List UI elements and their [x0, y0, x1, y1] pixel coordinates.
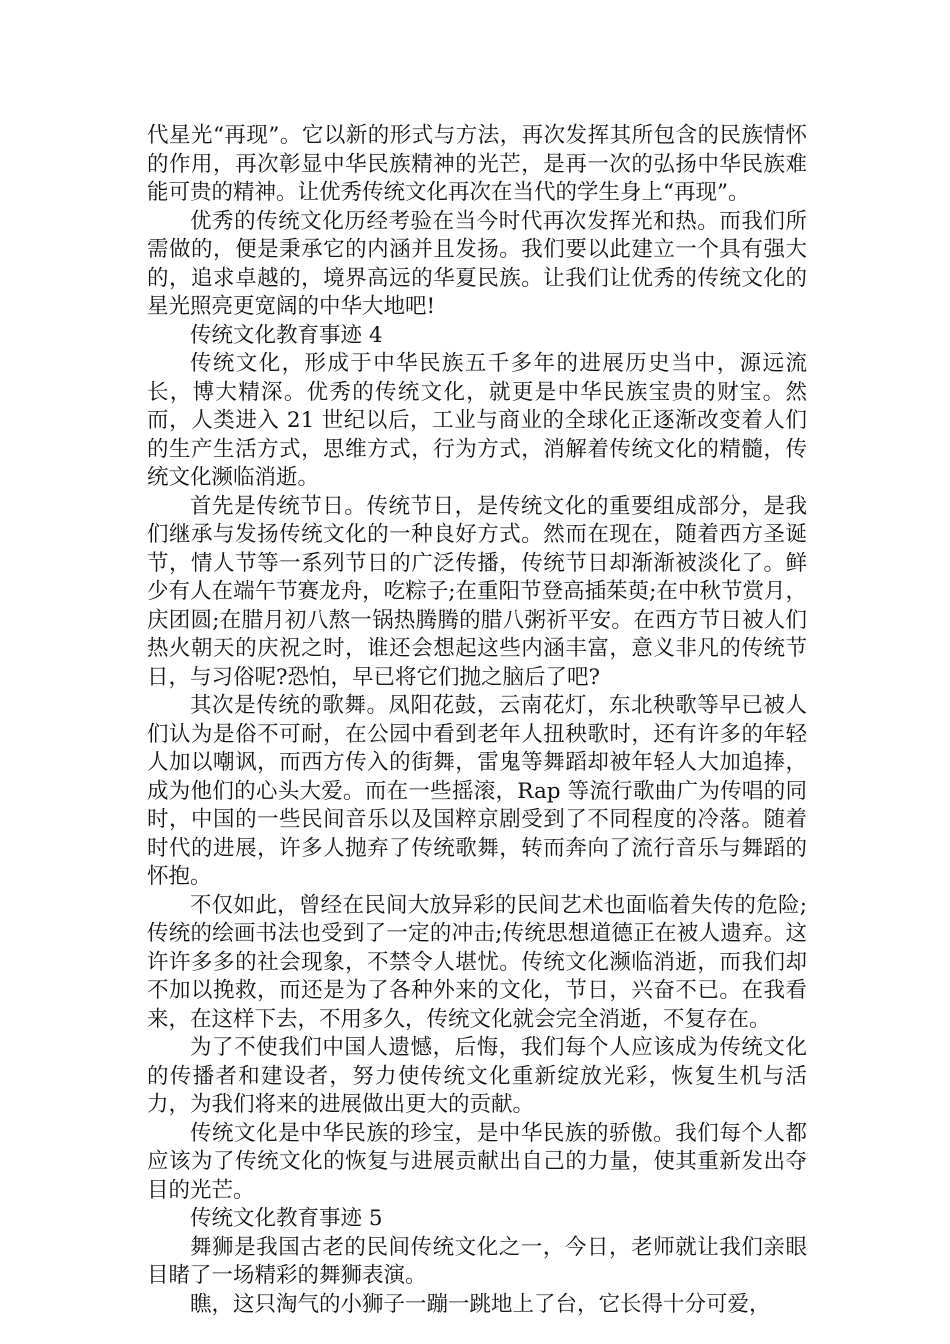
paragraph: 代星光“再现”。它以新的形式与方法，再次发挥其所包含的民族情怀的作用，再次彰显中华民族精神的光芒，是再一次的弘扬中华民族难能可贵的精神。让优秀传统文化再次在当代的学生身上“再现”。 — [147, 123, 807, 205]
paragraph: 为了不使我们中国人遗憾，后悔，我们每个人应该成为传统文化的传播者和建设者，努力使传统文化重新绽放光彩，恢复生机与活力，为我们将来的进展做出更大的贡献。 — [147, 1035, 807, 1117]
paragraph: 传统文化是中华民族的珍宝，是中华民族的骄傲。我们每个人都应该为了传统文化的恢复与进展贡献出自己的力量，使其重新发出夺目的光芒。 — [147, 1120, 807, 1203]
paragraph: 瞧，这只淘气的小狮子一蹦一跳地上了台，它长得十分可爱， — [190, 1291, 771, 1317]
section-heading: 传统文化教育事迹 4 — [190, 322, 383, 348]
paragraph: 不仅如此，曾经在民间大放异彩的民间艺术也面临着失传的危险;传统的绘画书法也受到了一定的冲击;传统思想道德正在被人遗弃。这许许多多的社会现象，不禁令人堪忧。传统文化濒临消逝，而我们却不加以挽救，而还是为了各种外来的文化，节日，兴奋不已。在我看来，在这样下去，不用多久，传统文化就会完全消逝，不复存在。 — [147, 892, 807, 1032]
paragraph: 其次是传统的歌舞。凤阳花鼓，云南花灯，东北秧歌等早已被人们认为是俗不可耐，在公园中看到老年人扭秧歌时，还有许多的年轻人加以嘲讽，而西方传入的街舞，雷鬼等舞蹈却被年轻人大加追捧，成为他们的心头大爱。而在一些摇滚，Rap 等流行歌曲广为传唱的同时，中国的一些民间音乐以及国粹京剧受到了不同程度的冷落。随着时代的进展，许多人抛弃了传统歌舞，转而奔向了流行音乐与舞蹈的怀抱。 — [147, 693, 807, 889]
section-heading: 传统文化教育事迹 5 — [190, 1206, 383, 1231]
paragraph: 传统文化，形成于中华民族五千多年的进展历史当中，源远流长，博大精深。优秀的传统文化，就更是中华民族宝贵的财宝。然而，人类进入 21 世纪以后，工业与商业的全球化正逐渐改变着人们的生产生活方式，思维方式，行为方式，消解着传统文化的精髓，传统文化濒临消逝。 — [147, 351, 807, 490]
paragraph: 优秀的传统文化历经考验在当今时代再次发挥光和热。而我们所需做的，便是秉承它的内涵并且发扬。我们要以此建立一个具有强大的，追求卓越的，境界高远的华夏民族。让我们让优秀的传统文化的星光照亮更宽阔的中华大地吧! — [147, 208, 807, 319]
paragraph: 首先是传统节日。传统节日，是传统文化的重要组成部分，是我们继承与发扬传统文化的一种良好方式。然而在现在，随着西方圣诞节，情人节等一系列节日的广泛传播，传统节日却渐渐被淡化了。鲜少有人在端午节赛龙舟，吃粽子;在重阳节登高插茱萸;在中秋节赏月，庆团圆;在腊月初八熬一锅热腾腾的腊八粥祈平安。在西方节日被人们热火朝天的庆祝之时，谁还会想起这些内涵丰富，意义非凡的传统节日，与习俗呢?恐怕，早已将它们抛之脑后了吧? — [147, 493, 807, 690]
document-page — [147, 122, 807, 1319]
paragraph: 舞狮是我国古老的民间传统文化之一，今日，老师就让我们亲眼目睹了一场精彩的舞狮表演。 — [147, 1234, 807, 1288]
